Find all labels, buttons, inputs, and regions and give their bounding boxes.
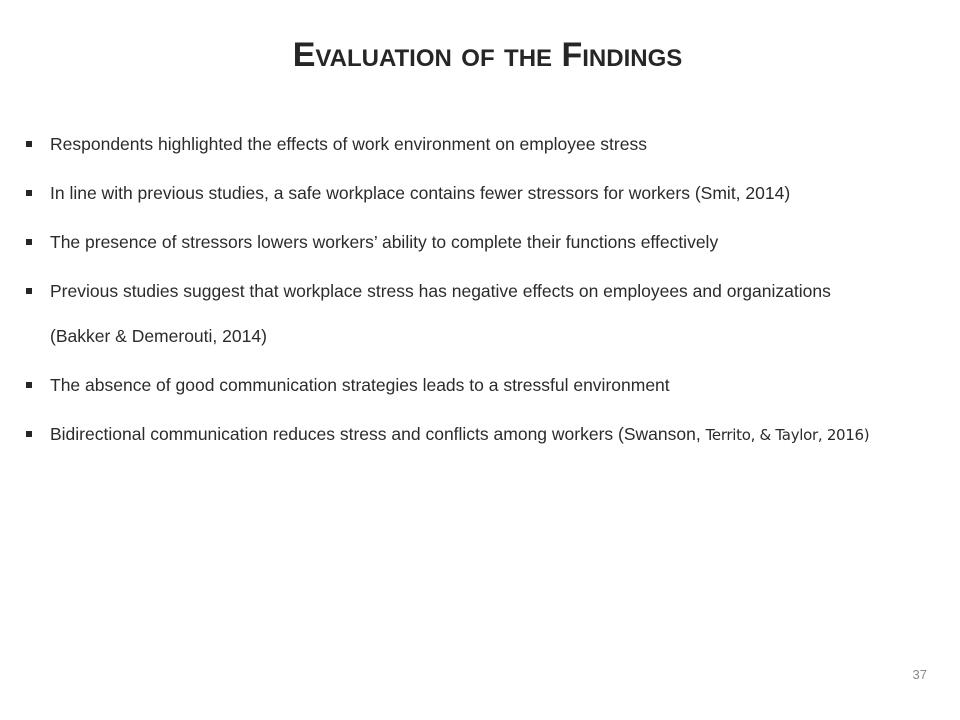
bullet-item [26,132,946,156]
bullet-text: The absence of good communication strategies leads to a stressful environment [50,375,670,395]
bullet-item [26,422,946,447]
bullet-item [26,373,946,397]
bullet-continuation-text: (Bakker & Demerouti, 2014) [50,326,267,346]
bullet-text: Bidirectional communication reduces stress and conflicts among workers (Swanson, [50,424,706,444]
page-number: 37 [912,667,927,682]
bullet-text: The presence of stressors lowers workers’ ability to complete their functions effectively [50,232,719,252]
slide-title: Evaluation of the Findings [292,36,683,74]
bullet-text: In line with previous studies, a safe workplace contains fewer stressors for workers (Smit, 2014) [50,183,791,203]
bullet-item [26,181,946,205]
bullet-item [26,230,946,254]
square-bullet-icon [26,190,32,196]
bullet-text: Previous studies suggest that workplace stress has negative effects on employees and organizations [50,281,831,301]
square-bullet-icon [26,239,32,245]
bullet-text: Respondents highlighted the effects of work environment on employee stress [50,134,647,154]
bullet-list [26,132,946,472]
square-bullet-icon [26,141,32,147]
square-bullet-icon [26,431,32,437]
square-bullet-icon [26,288,32,294]
bullet-item [26,279,946,348]
citation-tail: Territo, & Taylor, 2016) [705,426,870,444]
square-bullet-icon [26,382,32,388]
